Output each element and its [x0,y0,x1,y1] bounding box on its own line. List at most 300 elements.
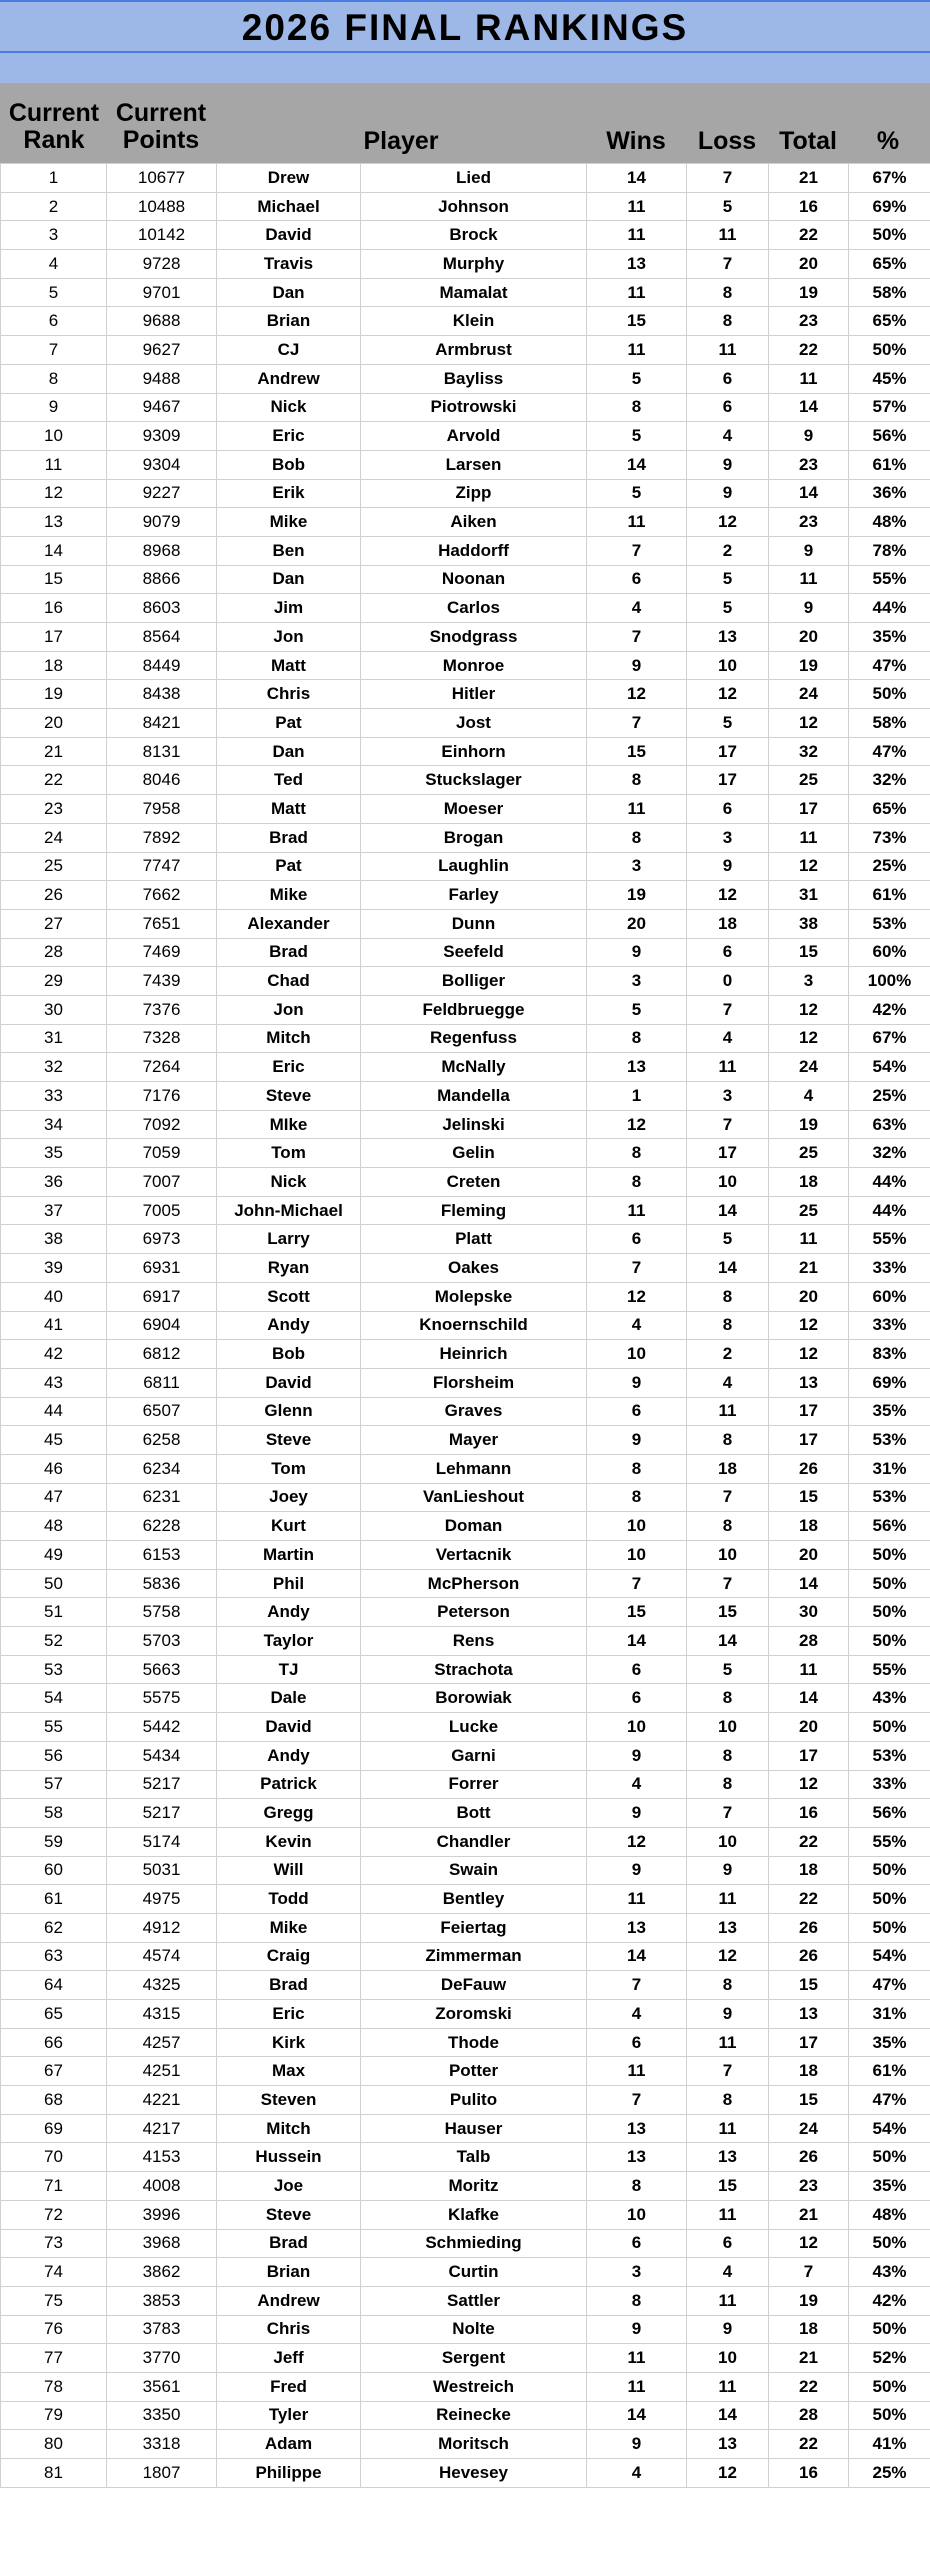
percent-cell: 65% [849,250,930,279]
rank-cell: 49 [1,1541,107,1570]
percent-cell: 58% [849,278,930,307]
rank-cell: 78 [1,2372,107,2401]
table-row [1,2172,930,2201]
loss-cell: 5 [687,192,769,221]
wins-cell: 12 [587,1282,687,1311]
wins-cell: 3 [587,2258,687,2287]
first-name-cell: Drew [217,164,361,193]
points-cell: 7958 [107,795,217,824]
points-cell: 9627 [107,336,217,365]
wins-cell: 15 [587,307,687,336]
points-cell: 9701 [107,278,217,307]
last-name-cell: Jelinski [361,1110,587,1139]
total-cell: 12 [769,1311,849,1340]
table-row [1,680,930,709]
last-name-cell: Stuckslager [361,766,587,795]
percent-cell: 35% [849,2172,930,2201]
points-cell: 5434 [107,1741,217,1770]
percent-cell: 33% [849,1770,930,1799]
total-cell: 3 [769,967,849,996]
table-row [1,1713,930,1742]
points-cell: 9227 [107,479,217,508]
first-name-cell: Andrew [217,2286,361,2315]
table-row [1,1684,930,1713]
header-percent: % [876,127,900,155]
loss-cell: 3 [687,823,769,852]
loss-cell: 7 [687,1799,769,1828]
points-cell: 7059 [107,1139,217,1168]
wins-cell: 10 [587,1340,687,1369]
percent-cell: 58% [849,709,930,738]
rank-cell: 56 [1,1741,107,1770]
table-row [1,479,930,508]
wins-cell: 8 [587,1483,687,1512]
points-cell: 9467 [107,393,217,422]
points-cell: 5442 [107,1713,217,1742]
table-row [1,1741,930,1770]
wins-cell: 7 [587,536,687,565]
wins-cell: 12 [587,1827,687,1856]
wins-cell: 9 [587,651,687,680]
wins-cell: 1 [587,1082,687,1111]
first-name-cell: John-Michael [217,1196,361,1225]
first-name-cell: MIke [217,1110,361,1139]
loss-cell: 10 [687,1827,769,1856]
points-cell: 4217 [107,2114,217,2143]
wins-cell: 13 [587,250,687,279]
rank-cell: 24 [1,823,107,852]
last-name-cell: Gelin [361,1139,587,1168]
last-name-cell: Creten [361,1168,587,1197]
rank-cell: 37 [1,1196,107,1225]
first-name-cell: Ryan [217,1254,361,1283]
points-cell: 6231 [107,1483,217,1512]
loss-cell: 13 [687,623,769,652]
wins-cell: 10 [587,2200,687,2229]
points-cell: 8968 [107,536,217,565]
points-cell: 4251 [107,2057,217,2086]
wins-cell: 11 [587,1196,687,1225]
loss-cell: 8 [687,1770,769,1799]
first-name-cell: Mitch [217,1024,361,1053]
loss-cell: 0 [687,967,769,996]
wins-cell: 8 [587,1024,687,1053]
first-name-cell: Mike [217,1913,361,1942]
points-cell: 6973 [107,1225,217,1254]
wins-cell: 4 [587,594,687,623]
total-cell: 20 [769,250,849,279]
last-name-cell: McNally [361,1053,587,1082]
points-cell: 3783 [107,2315,217,2344]
total-cell: 22 [769,221,849,250]
loss-cell: 8 [687,1512,769,1541]
table-row [1,795,930,824]
table-row [1,1627,930,1656]
loss-cell: 11 [687,221,769,250]
first-name-cell: Chris [217,680,361,709]
total-cell: 16 [769,1799,849,1828]
total-cell: 16 [769,192,849,221]
rank-cell: 21 [1,737,107,766]
loss-cell: 5 [687,709,769,738]
loss-cell: 8 [687,1311,769,1340]
total-cell: 9 [769,594,849,623]
table-row [1,250,930,279]
wins-cell: 4 [587,2459,687,2488]
total-cell: 20 [769,1541,849,1570]
wins-cell: 8 [587,823,687,852]
total-cell: 12 [769,1770,849,1799]
percent-cell: 43% [849,2258,930,2287]
first-name-cell: Hussein [217,2143,361,2172]
loss-cell: 5 [687,1655,769,1684]
header-points-line2: Points [122,126,200,154]
percent-cell: 73% [849,823,930,852]
table-row [1,393,930,422]
loss-cell: 4 [687,2258,769,2287]
wins-cell: 14 [587,1627,687,1656]
loss-cell: 10 [687,651,769,680]
total-cell: 11 [769,364,849,393]
points-cell: 4153 [107,2143,217,2172]
first-name-cell: Brad [217,823,361,852]
points-cell: 7264 [107,1053,217,1082]
rank-cell: 75 [1,2286,107,2315]
first-name-cell: Kevin [217,1827,361,1856]
last-name-cell: Moritz [361,2172,587,2201]
table-row [1,2143,930,2172]
table-row [1,2229,930,2258]
percent-cell: 50% [849,336,930,365]
rank-cell: 80 [1,2430,107,2459]
percent-cell: 36% [849,479,930,508]
total-cell: 30 [769,1598,849,1627]
loss-cell: 8 [687,1741,769,1770]
first-name-cell: Tom [217,1454,361,1483]
header-rank-line1: Current [8,99,100,127]
rank-cell: 79 [1,2401,107,2430]
last-name-cell: Moritsch [361,2430,587,2459]
last-name-cell: Feldbruegge [361,995,587,1024]
wins-cell: 6 [587,2028,687,2057]
last-name-cell: Graves [361,1397,587,1426]
points-cell: 9079 [107,508,217,537]
total-cell: 14 [769,479,849,508]
loss-cell: 11 [687,2028,769,2057]
last-name-cell: Strachota [361,1655,587,1684]
percent-cell: 32% [849,766,930,795]
first-name-cell: Alexander [217,909,361,938]
table-row [1,909,930,938]
first-name-cell: Fred [217,2372,361,2401]
points-cell: 4008 [107,2172,217,2201]
table-row [1,766,930,795]
wins-cell: 7 [587,1971,687,2000]
points-cell: 8131 [107,737,217,766]
table-row [1,1655,930,1684]
loss-cell: 11 [687,2200,769,2229]
percent-cell: 52% [849,2344,930,2373]
total-cell: 12 [769,1024,849,1053]
wins-cell: 8 [587,393,687,422]
points-cell: 7092 [107,1110,217,1139]
last-name-cell: Arvold [361,422,587,451]
first-name-cell: Brad [217,1971,361,2000]
last-name-cell: Westreich [361,2372,587,2401]
percent-cell: 50% [849,2401,930,2430]
wins-cell: 7 [587,709,687,738]
last-name-cell: Swain [361,1856,587,1885]
total-cell: 28 [769,2401,849,2430]
rank-cell: 38 [1,1225,107,1254]
last-name-cell: Peterson [361,1598,587,1627]
first-name-cell: Andy [217,1598,361,1627]
wins-cell: 14 [587,450,687,479]
total-cell: 11 [769,823,849,852]
points-cell: 7662 [107,881,217,910]
loss-cell: 12 [687,2459,769,2488]
table-row [1,1971,930,2000]
points-cell: 4257 [107,2028,217,2057]
first-name-cell: Travis [217,250,361,279]
points-cell: 5836 [107,1569,217,1598]
percent-cell: 41% [849,2430,930,2459]
table-row [1,1483,930,1512]
percent-cell: 69% [849,1368,930,1397]
first-name-cell: Bob [217,450,361,479]
percent-cell: 44% [849,1196,930,1225]
total-cell: 12 [769,1340,849,1369]
last-name-cell: Zipp [361,479,587,508]
rank-cell: 60 [1,1856,107,1885]
rank-cell: 20 [1,709,107,738]
rank-cell: 14 [1,536,107,565]
last-name-cell: Bott [361,1799,587,1828]
percent-cell: 65% [849,795,930,824]
wins-cell: 11 [587,1885,687,1914]
first-name-cell: Andy [217,1311,361,1340]
last-name-cell: Hevesey [361,2459,587,2488]
last-name-cell: Talb [361,2143,587,2172]
loss-cell: 8 [687,1684,769,1713]
loss-cell: 7 [687,995,769,1024]
points-cell: 6812 [107,1340,217,1369]
percent-cell: 60% [849,1282,930,1311]
rank-cell: 39 [1,1254,107,1283]
loss-cell: 11 [687,1397,769,1426]
percent-cell: 65% [849,307,930,336]
last-name-cell: Johnson [361,192,587,221]
points-cell: 5663 [107,1655,217,1684]
wins-cell: 8 [587,1139,687,1168]
rank-cell: 30 [1,995,107,1024]
percent-cell: 48% [849,2200,930,2229]
first-name-cell: Todd [217,1885,361,1914]
last-name-cell: Lehmann [361,1454,587,1483]
last-name-cell: Doman [361,1512,587,1541]
loss-cell: 4 [687,1368,769,1397]
first-name-cell: Craig [217,1942,361,1971]
last-name-cell: Rens [361,1627,587,1656]
table-row [1,307,930,336]
total-cell: 32 [769,737,849,766]
first-name-cell: Jon [217,623,361,652]
wins-cell: 9 [587,1368,687,1397]
last-name-cell: Fleming [361,1196,587,1225]
total-cell: 15 [769,1483,849,1512]
first-name-cell: Chris [217,2315,361,2344]
rank-cell: 17 [1,623,107,652]
points-cell: 3318 [107,2430,217,2459]
wins-cell: 11 [587,221,687,250]
rank-cell: 46 [1,1454,107,1483]
first-name-cell: Andy [217,1741,361,1770]
loss-cell: 8 [687,1426,769,1455]
percent-cell: 54% [849,1942,930,1971]
points-cell: 1807 [107,2459,217,2488]
percent-cell: 67% [849,1024,930,1053]
rank-cell: 9 [1,393,107,422]
rank-cell: 32 [1,1053,107,1082]
rank-cell: 81 [1,2459,107,2488]
rank-cell: 6 [1,307,107,336]
points-cell: 4315 [107,2000,217,2029]
first-name-cell: Dan [217,565,361,594]
table-row [1,2344,930,2373]
first-name-cell: Steve [217,2200,361,2229]
first-name-cell: Joe [217,2172,361,2201]
wins-cell: 8 [587,2286,687,2315]
total-cell: 23 [769,450,849,479]
loss-cell: 15 [687,2172,769,2201]
points-cell: 5031 [107,1856,217,1885]
loss-cell: 9 [687,2000,769,2029]
loss-cell: 12 [687,508,769,537]
first-name-cell: Pat [217,852,361,881]
table-row [1,1110,930,1139]
loss-cell: 7 [687,164,769,193]
last-name-cell: Nolte [361,2315,587,2344]
first-name-cell: Dan [217,737,361,766]
table-row [1,2372,930,2401]
table-row [1,2401,930,2430]
first-name-cell: Eric [217,2000,361,2029]
percent-cell: 83% [849,1340,930,1369]
percent-cell: 55% [849,1827,930,1856]
loss-cell: 10 [687,1168,769,1197]
rank-cell: 71 [1,2172,107,2201]
first-name-cell: Gregg [217,1799,361,1828]
table-row [1,508,930,537]
points-cell: 3968 [107,2229,217,2258]
total-cell: 18 [769,1856,849,1885]
last-name-cell: Laughlin [361,852,587,881]
percent-cell: 63% [849,1110,930,1139]
wins-cell: 5 [587,364,687,393]
wins-cell: 4 [587,2000,687,2029]
wins-cell: 11 [587,2372,687,2401]
percent-cell: 50% [849,1627,930,1656]
rank-cell: 12 [1,479,107,508]
total-cell: 25 [769,1196,849,1225]
percent-cell: 50% [849,1856,930,1885]
rank-cell: 10 [1,422,107,451]
first-name-cell: Mitch [217,2114,361,2143]
last-name-cell: Carlos [361,594,587,623]
loss-cell: 8 [687,278,769,307]
rank-cell: 76 [1,2315,107,2344]
loss-cell: 7 [687,1483,769,1512]
rank-cell: 23 [1,795,107,824]
rank-cell: 63 [1,1942,107,1971]
table-row [1,737,930,766]
loss-cell: 10 [687,1713,769,1742]
rankings-table [0,163,930,2488]
first-name-cell: Brad [217,938,361,967]
first-name-cell: Max [217,2057,361,2086]
loss-cell: 12 [687,680,769,709]
table-row [1,2459,930,2488]
points-cell: 9304 [107,450,217,479]
last-name-cell: Monroe [361,651,587,680]
first-name-cell: Phil [217,1569,361,1598]
first-name-cell: David [217,1368,361,1397]
header-total: Total [779,127,837,155]
percent-cell: 50% [849,1541,930,1570]
total-cell: 25 [769,1139,849,1168]
first-name-cell: Eric [217,1053,361,1082]
rank-cell: 11 [1,450,107,479]
header-current-points [106,100,216,154]
rank-cell: 54 [1,1684,107,1713]
table-row [1,1397,930,1426]
points-cell: 7376 [107,995,217,1024]
percent-cell: 43% [849,1684,930,1713]
first-name-cell: Jon [217,995,361,1024]
first-name-cell: Tyler [217,2401,361,2430]
total-cell: 24 [769,2114,849,2143]
total-cell: 26 [769,1942,849,1971]
loss-cell: 15 [687,1598,769,1627]
wins-cell: 9 [587,2315,687,2344]
percent-cell: 25% [849,2459,930,2488]
total-cell: 26 [769,1454,849,1483]
table-row [1,1541,930,1570]
points-cell: 9309 [107,422,217,451]
points-cell: 8438 [107,680,217,709]
first-name-cell: Pat [217,709,361,738]
loss-cell: 10 [687,1541,769,1570]
first-name-cell: Brad [217,2229,361,2258]
loss-cell: 14 [687,1627,769,1656]
first-name-cell: Ted [217,766,361,795]
first-name-cell: Mike [217,508,361,537]
total-cell: 24 [769,1053,849,1082]
last-name-cell: Mayer [361,1426,587,1455]
last-name-cell: Bayliss [361,364,587,393]
total-cell: 17 [769,1426,849,1455]
table-row [1,2200,930,2229]
wins-cell: 14 [587,2401,687,2430]
points-cell: 5703 [107,1627,217,1656]
loss-cell: 5 [687,1225,769,1254]
first-name-cell: Erik [217,479,361,508]
points-cell: 7007 [107,1168,217,1197]
points-cell: 10142 [107,221,217,250]
rank-cell: 31 [1,1024,107,1053]
wins-cell: 6 [587,1225,687,1254]
first-name-cell: Michael [217,192,361,221]
